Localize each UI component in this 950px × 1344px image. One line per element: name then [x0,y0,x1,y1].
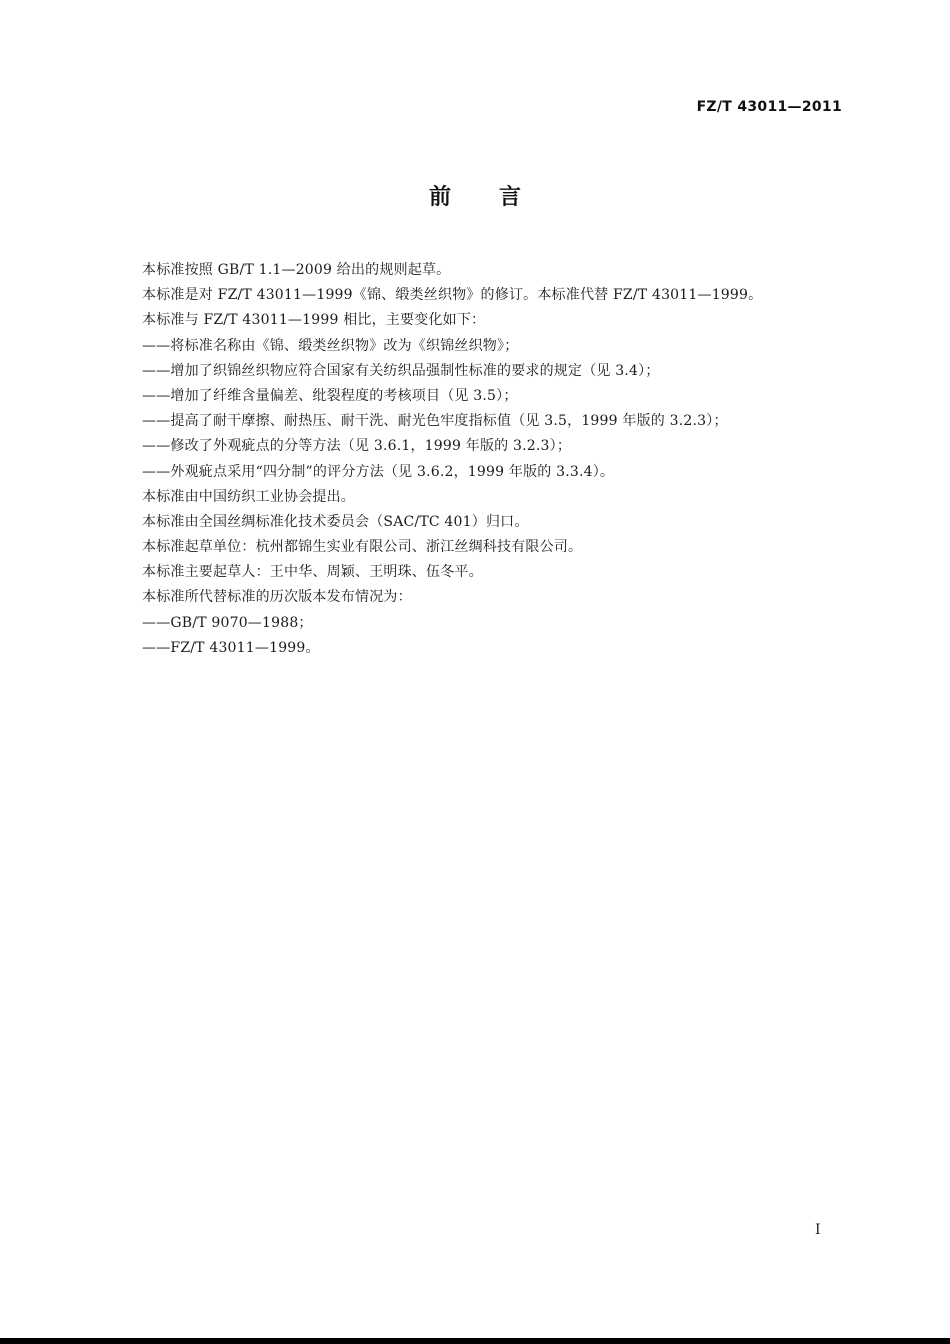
previous-edition-item: ——GB/T 9070—1988； [142,614,313,631]
standard-number: FZ/T 43011—2011 [696,99,842,115]
previous-edition-item: ——FZ/T 43011—1999。 [142,639,320,656]
foreword-body [142,258,842,661]
bottom-border [0,1338,950,1344]
foreword-line-drafting-units: 本标准起草单位：杭州都锦生实业有限公司、浙江丝绸科技有限公司。 [142,539,583,556]
change-item-defect-grading: ——修改了外观疵点的分等方法（见 3.6.1，1999 年版的 3.2.3）； [142,438,572,455]
change-item-color-fastness: ——提高了耐干摩擦、耐热压、耐干洗、耐光色牢度指标值（见 3.5，1999 年版的 3.2.3）； [142,413,728,430]
change-item-mandatory-standards: ——增加了织锦丝织物应符合国家有关纺织品强制性标准的要求的规定（见 3.4）； [142,362,660,379]
change-item-four-point-system: ——外观疵点采用“四分制”的评分方法（见 3.6.2，1999 年版的 3.3.4）。 [142,463,615,480]
change-item-title: ——将标准名称由《锦、缎类丝织物》改为《织锦丝织物》； [142,337,519,354]
foreword-line-drafting-rules: 本标准按照 GB/T 1.1—2009 给出的规则起草。 [142,262,451,278]
foreword-line-committee: 本标准由全国丝绸标准化技术委员会（SAC/TC 401）归口。 [142,513,529,530]
foreword-line-changes-intro: 本标准与 FZ/T 43011—1999 相比，主要变化如下： [142,312,486,329]
foreword-line-revision: 本标准是对 FZ/T 43011—1999《锦、缎类丝织物》的修订。本标准代替 FZ/T 43011—1999。 [142,287,763,304]
foreword-line-proposer: 本标准由中国纺织工业协会提出。 [142,488,355,505]
page-number: I [815,1222,821,1238]
page-title: 前言 [428,185,569,210]
foreword-line-previous-editions: 本标准所代替标准的历次版本发布情况为： [142,589,412,606]
change-item-fiber-content: ——增加了纤维含量偏差、纰裂程度的考核项目（见 3.5）； [142,387,518,404]
foreword-line-drafters: 本标准主要起草人：王中华、周颖、王明珠、伍冬平。 [142,564,483,581]
